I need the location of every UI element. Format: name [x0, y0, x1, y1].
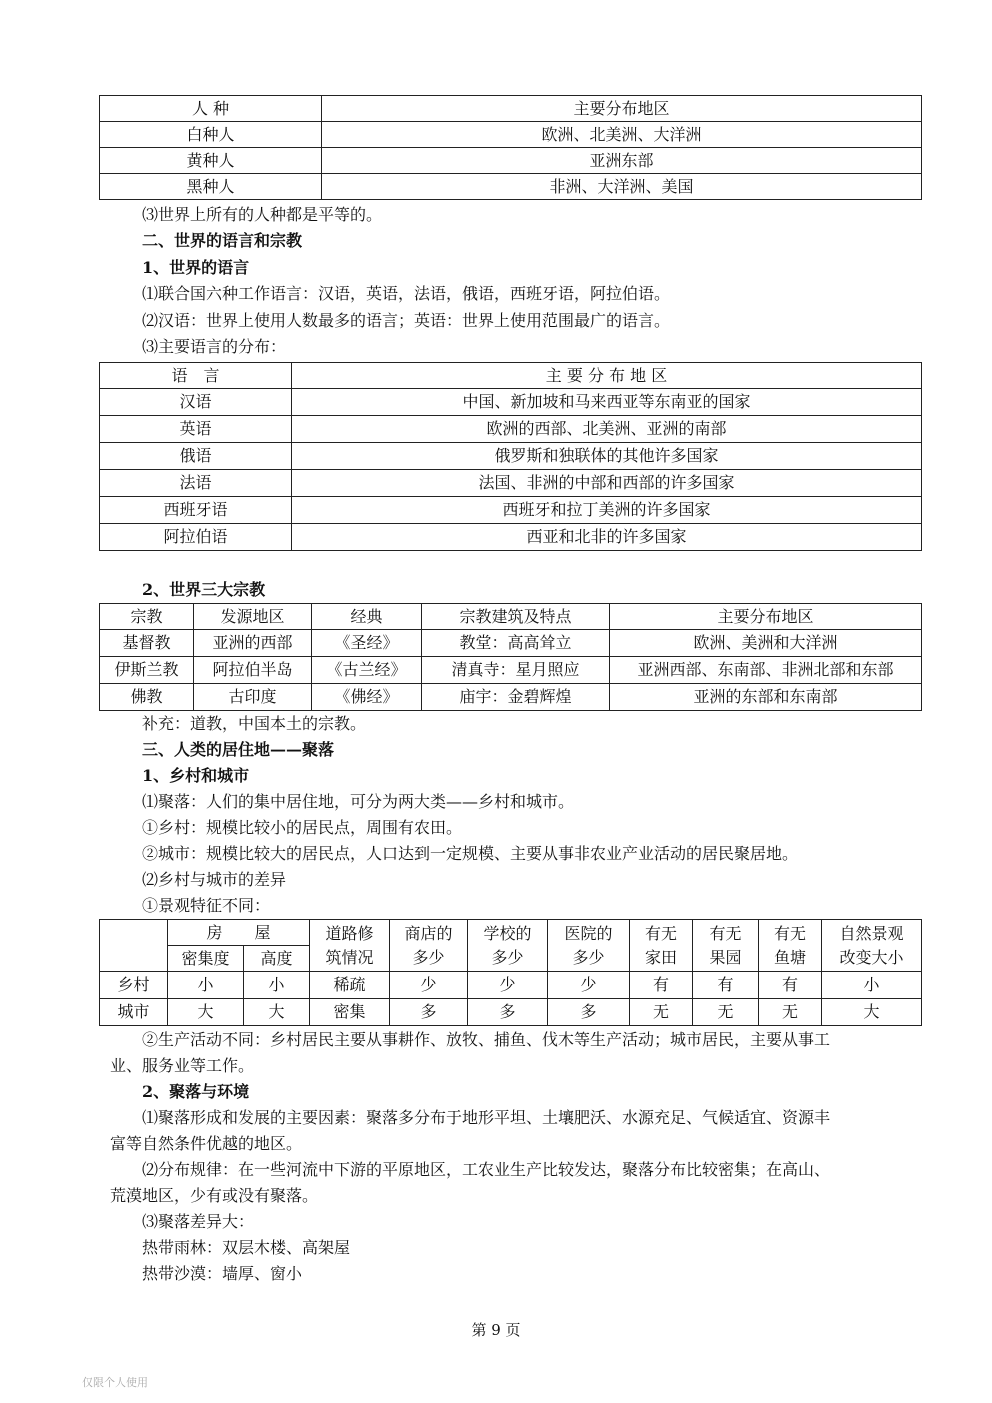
table-cell: 西亚和北非的许多国家 [292, 524, 922, 551]
table-header-cell [693, 920, 759, 972]
table-header-cell: 主要分布地区 [610, 604, 922, 630]
table-cell: 城市 [100, 999, 168, 1026]
table-cell: 多 [468, 999, 548, 1026]
race-note: ⑶世界上所有的人种都是平等的。 [142, 205, 383, 224]
table-row [100, 174, 922, 200]
header-line: 有无 [774, 923, 807, 943]
paragraph: ②城市：规模比较大的居民点，人口达到一定规模、主要从事非农业产业活动的居民聚居地。 [142, 844, 799, 863]
table-cell: 清真寺：星月照应 [422, 657, 610, 684]
paragraph: 热带沙漠：墙厚、窗小 [142, 1264, 303, 1283]
table-cell: 无 [759, 999, 822, 1026]
table-cell: 小 [822, 972, 922, 999]
header-line: 多少 [572, 947, 605, 967]
table-cell: 欧洲、美洲和大洋洲 [610, 630, 922, 657]
table-cell: 西班牙语 [100, 497, 292, 524]
table-row [100, 524, 922, 551]
table-row [100, 470, 922, 497]
table-row [100, 416, 922, 443]
table-cell: 少 [390, 972, 468, 999]
paragraph: 业、服务业等工作。 [110, 1056, 255, 1075]
table-cell: 小 [168, 972, 244, 999]
table-cell: 教堂：高高耸立 [422, 630, 610, 657]
table-header-cell [759, 920, 822, 972]
paragraph: ①景观特征不同： [142, 896, 271, 915]
table-header-cell [630, 920, 693, 972]
table-header-row [100, 604, 922, 630]
table-cell: 英语 [100, 416, 292, 443]
table-header-cell: 人 种 [100, 96, 322, 122]
paragraph: ⑴聚落形成和发展的主要因素：聚落多分布于地形平坦、土壤肥沃、水源充足、气候适宜、资源丰 [142, 1108, 831, 1127]
table-header-cell: 宗教 [100, 604, 194, 630]
section-heading: 三、人类的居住地——聚落 [142, 740, 335, 759]
table-header-cell: 主 要 分 布 地 区 [292, 363, 922, 389]
table-row [100, 443, 922, 470]
table-cell: 古印度 [194, 684, 312, 711]
table-cell: 黑种人 [100, 174, 322, 200]
header-line: 有无 [709, 923, 742, 943]
table-cell: 欧洲、北美洲、大洋洲 [322, 122, 922, 148]
table-cell: 小 [244, 972, 310, 999]
table-cell: 多 [390, 999, 468, 1026]
table-header-row [100, 920, 922, 946]
paragraph: ⑵分布规律：在一些河流中下游的平原地区，工农业生产比较发达，聚落分布比较密集；在高山、 [142, 1160, 831, 1179]
table-header-cell: 语 言 [100, 363, 292, 389]
table-cell: 亚洲东部 [322, 148, 922, 174]
table-cell: 有 [693, 972, 759, 999]
table-header-cell: 经典 [312, 604, 422, 630]
table-header-cell: 主要分布地区 [322, 96, 922, 122]
header-line: 自然景观 [839, 923, 904, 943]
table-row [100, 972, 922, 999]
subsection-heading: 1、乡村和城市 [142, 766, 250, 785]
section-heading: 二、世界的语言和宗教 [142, 231, 303, 250]
table-header-cell: 高度 [244, 946, 310, 972]
table-header-cell [390, 920, 468, 972]
table-cell: 黄种人 [100, 148, 322, 174]
header-line: 多少 [412, 947, 445, 967]
table-cell: 大 [168, 999, 244, 1026]
table-cell: 《古兰经》 [312, 657, 422, 684]
table-cell: 非洲、大洋洲、美国 [322, 174, 922, 200]
table-header-cell: 房 屋 [168, 920, 310, 946]
religion-table [99, 603, 922, 711]
header-line: 商店的 [404, 923, 453, 943]
paragraph: ⑴聚落：人们的集中居住地，可分为两大类——乡村和城市。 [142, 792, 575, 811]
table-row [100, 684, 922, 711]
header-line: 家田 [645, 947, 678, 967]
table-row [100, 122, 922, 148]
header-line: 多少 [491, 947, 524, 967]
header-line: 改变大小 [839, 947, 904, 967]
paragraph: ⑵汉语：世界上使用人数最多的语言；英语：世界上使用范围最广的语言。 [142, 311, 671, 330]
table-cell: 稀疏 [310, 972, 390, 999]
table-cell: 欧洲的西部、北美洲、亚洲的南部 [292, 416, 922, 443]
subsection-heading: 2、世界三大宗教 [142, 580, 266, 599]
header-line: 筑情况 [325, 947, 374, 967]
table-cell: 大 [822, 999, 922, 1026]
table-cell: 亚洲西部、东南部、非洲北部和东部 [610, 657, 922, 684]
table-row [100, 657, 922, 684]
table-cell: 无 [693, 999, 759, 1026]
table-cell: 《佛经》 [312, 684, 422, 711]
landscape-table [99, 919, 922, 1026]
table-corner-cell [100, 920, 168, 972]
paragraph: ⑶聚落差异大： [142, 1212, 255, 1231]
paragraph: 荒漠地区，少有或没有聚落。 [110, 1186, 319, 1205]
table-row [100, 497, 922, 524]
table-cell: 亚洲的西部 [194, 630, 312, 657]
table-cell: 佛教 [100, 684, 194, 711]
paragraph: ②生产活动不同：乡村居民主要从事耕作、放牧、捕鱼、伐木等生产活动；城市居民，主要从事工 [142, 1030, 831, 1049]
table-row [100, 389, 922, 416]
table-header-cell: 密集度 [168, 946, 244, 972]
table-row [100, 148, 922, 174]
table-cell: 少 [468, 972, 548, 999]
table-cell: 大 [244, 999, 310, 1026]
header-line: 鱼塘 [774, 947, 807, 967]
table-header-cell: 宗教建筑及特点 [422, 604, 610, 630]
table-header-cell: 发源地区 [194, 604, 312, 630]
table-cell: 基督教 [100, 630, 194, 657]
table-cell: 阿拉伯语 [100, 524, 292, 551]
paragraph: 热带雨林：双层木楼、高架屋 [142, 1238, 351, 1257]
table-header-cell [822, 920, 922, 972]
subsection-heading: 2、聚落与环境 [142, 1082, 250, 1101]
table-cell: 俄罗斯和独联体的其他许多国家 [292, 443, 922, 470]
language-table [99, 362, 922, 551]
table-cell: 密集 [310, 999, 390, 1026]
page-number: 第 9 页 [471, 1321, 521, 1339]
table-cell: 《圣经》 [312, 630, 422, 657]
table-cell: 中国、新加坡和马来西亚等东南亚的国家 [292, 389, 922, 416]
table-cell: 俄语 [100, 443, 292, 470]
header-line: 医院的 [564, 923, 613, 943]
table-cell: 西班牙和拉丁美洲的许多国家 [292, 497, 922, 524]
table-cell: 亚洲的东部和东南部 [610, 684, 922, 711]
table-cell: 少 [548, 972, 630, 999]
table-cell: 白种人 [100, 122, 322, 148]
paragraph: ⑴联合国六种工作语言：汉语，英语，法语，俄语，西班牙语，阿拉伯语。 [142, 284, 671, 303]
table-header-cell [548, 920, 630, 972]
table-header-row [100, 363, 922, 389]
table-row [100, 630, 922, 657]
table-cell: 阿拉伯半岛 [194, 657, 312, 684]
header-line: 果园 [709, 947, 742, 967]
table-cell: 伊斯兰教 [100, 657, 194, 684]
table-cell: 多 [548, 999, 630, 1026]
race-table [99, 95, 922, 200]
paragraph: ⑵乡村与城市的差异 [142, 870, 287, 889]
table-cell: 法语 [100, 470, 292, 497]
table-cell: 法国、非洲的中部和西部的许多国家 [292, 470, 922, 497]
watermark-text: 仅限个人使用 [82, 1376, 148, 1389]
table-cell: 无 [630, 999, 693, 1026]
table-cell: 有 [759, 972, 822, 999]
header-line: 学校的 [483, 923, 532, 943]
table-header-cell [468, 920, 548, 972]
table-cell: 庙宇：金碧辉煌 [422, 684, 610, 711]
table-row [100, 999, 922, 1026]
header-line: 道路修 [325, 923, 374, 943]
paragraph: ⑶主要语言的分布： [142, 337, 287, 356]
table-cell: 有 [630, 972, 693, 999]
table-cell: 汉语 [100, 389, 292, 416]
table-header-cell [310, 920, 390, 972]
header-line: 有无 [645, 923, 678, 943]
table-cell: 乡村 [100, 972, 168, 999]
subsection-heading: 1、世界的语言 [142, 258, 250, 277]
table-header-row [100, 96, 922, 122]
paragraph: 富等自然条件优越的地区。 [110, 1134, 303, 1153]
religion-note: 补充：道教，中国本土的宗教。 [142, 714, 367, 733]
paragraph: ①乡村：规模比较小的居民点，周围有农田。 [142, 818, 463, 837]
